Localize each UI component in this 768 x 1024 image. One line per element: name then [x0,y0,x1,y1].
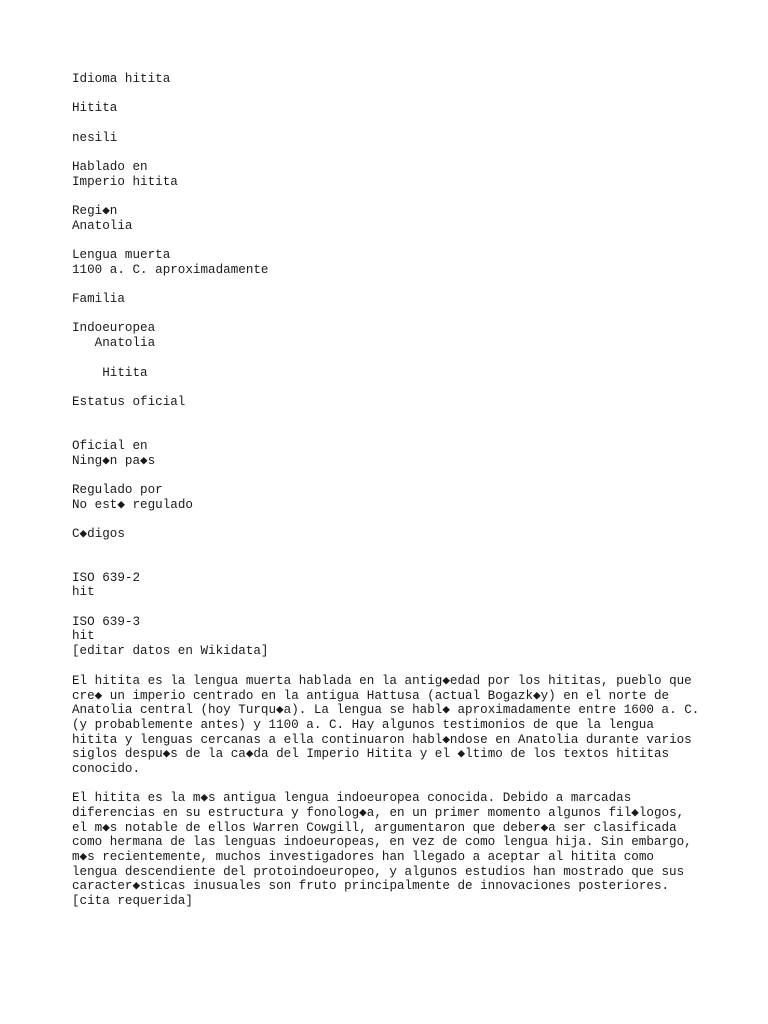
paragraph-2-line: caracter◆sticas inusuales son fruto principalmente de innovaciones posteriores. [72,879,670,893]
spoken-in-value: Imperio hitita [72,175,178,189]
family-level-3: Hitita [72,366,148,380]
paragraph-1-line: Anatolia central (hoy Turqu◆a). La lengua se habl◆ aproximadamente entre 1600 a. C. [72,703,700,717]
paragraph-2-line: lengua descendiente del protoindoeuropeo, y algunos estudios han mostrado que sus [72,865,685,879]
regulated-label: Regulado por [72,483,163,497]
paragraph-1-line: conocido. [72,762,141,776]
codes-label: C◆digos [72,527,125,541]
paragraph-2-line: El hitita es la m◆s antigua lengua indoeuropea conocida. Debido a marcadas [72,791,632,805]
paragraph-1-line: siglos despu◆s de la ca◆da del Imperio Hitita y el ◆ltimo de los textos hititas [72,747,670,761]
spoken-in-label: Hablado en [72,160,148,174]
language-name: Hitita [72,101,118,115]
regulated-value: No est◆ regulado [72,498,193,512]
family-label: Familia [72,292,125,306]
paragraph-2-line: diferencias en su estructura y fonolog◆a, en un primer momento algunos fil◆logos, [72,806,685,820]
official-in-label: Oficial en [72,439,148,453]
paragraph-2-line: m◆s recientemente, muchos investigadores han llegado a aceptar al hitita como [72,850,654,864]
paragraph-1-line: cre◆ un imperio centrado en la antigua Hattusa (actual Bogazk◆y) en el norte de [72,689,670,703]
citation-needed-link[interactable]: [cita requerida] [72,894,193,908]
iso-639-3-label: ISO 639-3 [72,615,141,629]
iso-639-2-label: ISO 639-2 [72,571,141,585]
paragraph-2-line: como hermana de las lenguas indoeuropeas, en vez de como lengua hija. Sin embargo, [72,835,692,849]
extinct-value: 1100 a. C. aproximadamente [72,263,269,277]
official-in-value: Ning◆n pa◆s [72,454,156,468]
native-name: nesili [72,131,118,145]
edit-wikidata-link[interactable]: [editar datos en Wikidata] [72,644,269,658]
region-value: Anatolia [72,219,133,233]
region-label: Regi◆n [72,204,118,218]
iso-639-3-value: hit [72,629,95,643]
family-level-1: Indoeuropea [72,321,156,335]
family-level-2: Anatolia [72,336,156,350]
iso-639-2-value: hit [72,585,95,599]
paragraph-1-line: El hitita es la lengua muerta hablada en la antig◆edad por los hititas, pueblo que [72,674,692,688]
paragraph-2-line: el m◆s notable de ellos Warren Cowgill, argumentaron que deber◆a ser clasificada [72,821,677,835]
extinct-label: Lengua muerta [72,248,171,262]
paragraph-1-line: (y probablemente antes) y 1100 a. C. Hay algunos testimonios de que la lengua [72,718,654,732]
page-title: Idioma hitita [72,72,171,86]
official-status-label: Estatus oficial [72,395,186,409]
paragraph-1-line: hitita y lenguas cercanas a ella continuaron habl◆ndose en Anatolia durante varios [72,733,692,747]
